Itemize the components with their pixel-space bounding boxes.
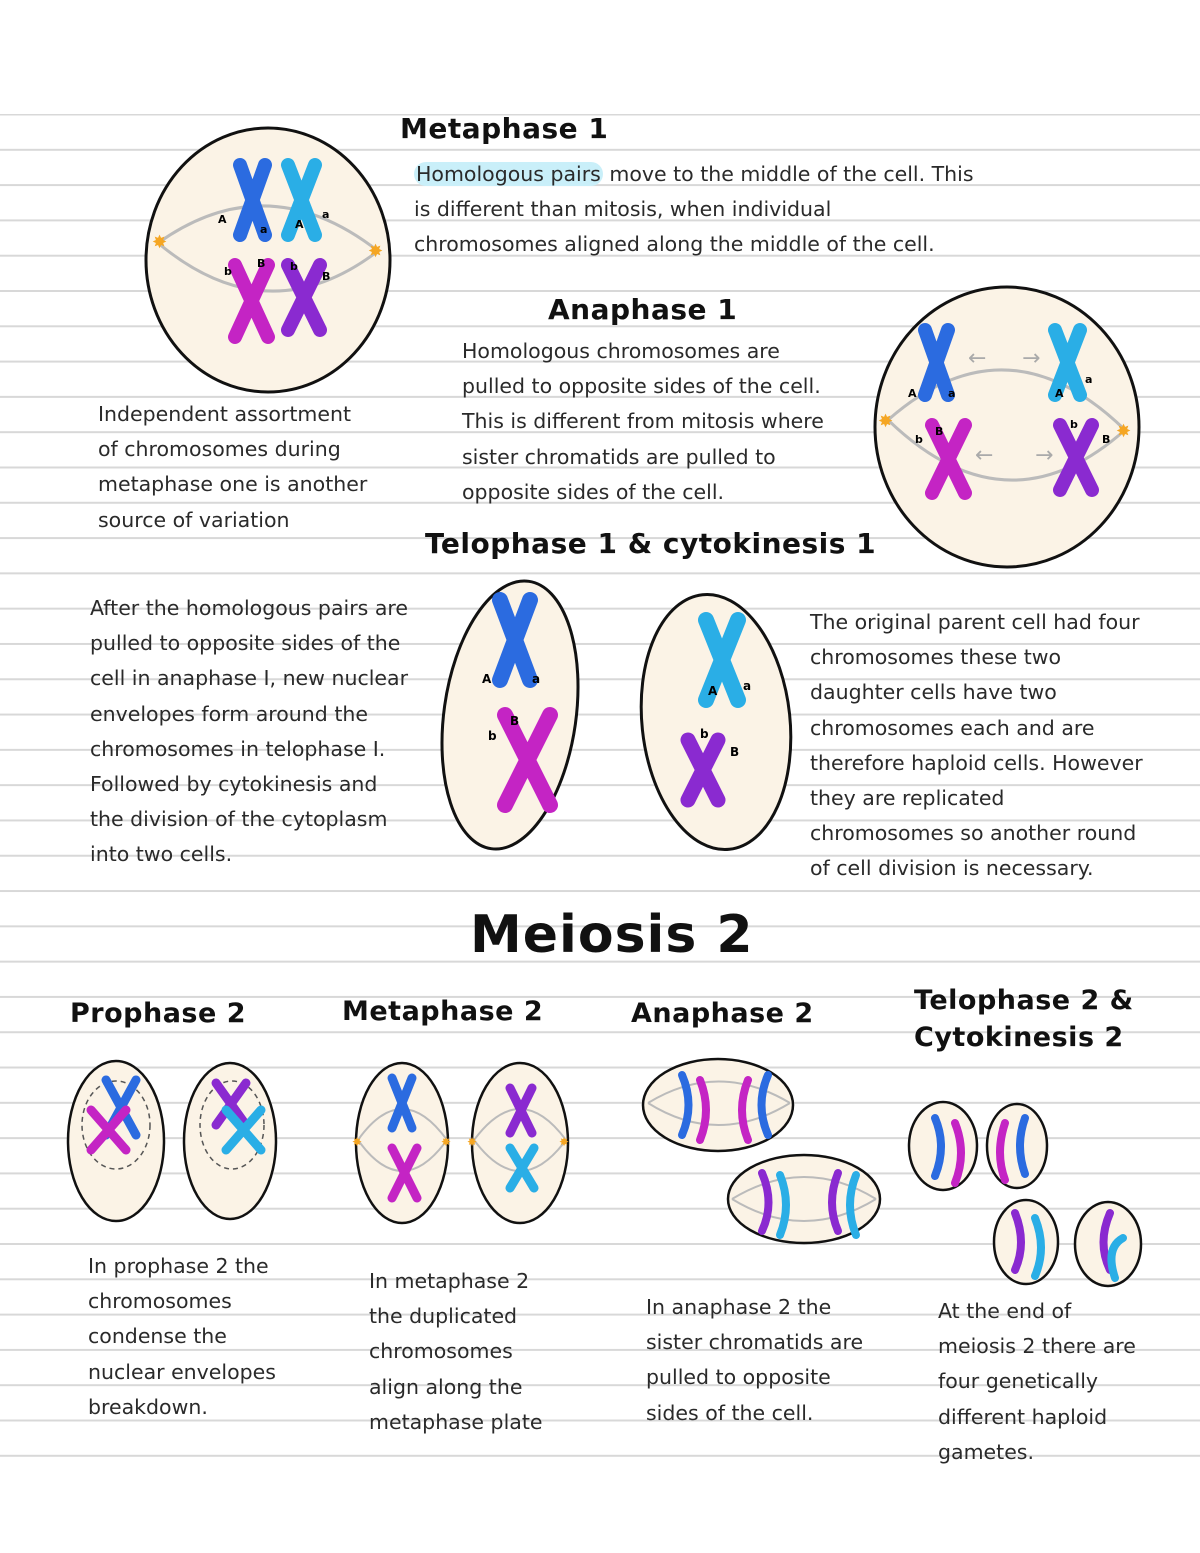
arrow-right-icon: → [1035,443,1054,468]
anaphase2-title: Anaphase 2 [631,998,814,1029]
allele-label-a: a [260,223,268,236]
telophase2-title-line2: Cytokinesis 2 [914,1022,1124,1053]
allele-label-A: A [708,684,718,698]
allele-label-B: B [935,425,944,438]
allele-label-a: a [1085,373,1093,386]
allele-label-B: B [322,270,331,283]
metaphase1-text [414,157,974,263]
allele-label-b: b [488,729,497,743]
telophase1-left-text: After the homologous pairs are pulled to opposite sides of the cell in anaphase I, new nuclear envelopes form around the chromosomes in telophase I. Followed by cytokinesis and the division of the cytoplasm into two cells. [90,596,409,867]
centrosome: ✸ [559,1135,570,1149]
centrosome: ✸ [352,1135,363,1149]
arrow-left-icon: ← [968,346,987,371]
centrosome: ✸ [467,1135,478,1149]
telophase1-daughter-cell-left [440,575,580,855]
prophase2-title: Prophase 2 [70,998,246,1029]
allele-label-A: A [295,218,304,231]
telophase1-daughter-cell-right [638,590,793,855]
allele-label-a: a [743,679,752,693]
metaphase2-text: In metaphase 2 the duplicated chromosomes align along the metaphase plate [369,1269,543,1434]
allele-label-a: a [948,387,956,400]
cell-membrane [875,287,1139,567]
meiosis2-heading: Meiosis 2 [470,905,754,965]
allele-label-a: a [532,672,541,686]
allele-label-A: A [218,213,227,226]
centrosome-right: ✸ [1116,421,1132,442]
independent-assortment-note: Independent assortment of chromosomes during metaphase one is another source of variation [98,402,368,532]
allele-label-A: A [482,672,492,686]
telophase1-right-text: The original parent cell had four chromosomes these two daughter cells have two chromosomes each and are therefore haploid cells. However they are replicated chromosomes so another round of cell division is necessary. [810,610,1143,881]
allele-label-A: A [1055,387,1064,400]
allele-label-b: b [915,433,923,446]
metaphase1-cell-diagram [140,125,400,395]
allele-label-b: b [224,265,232,278]
allele-label-b: b [700,727,709,741]
allele-label-A: A [908,387,917,400]
arrow-left-icon: ← [975,443,994,468]
allele-label-b: b [1070,418,1078,431]
telophase2-text: At the end of meiosis 2 there are four genetically different haploid gametes. [938,1299,1136,1464]
telophase2-title-line1: Telophase 2 & [914,985,1134,1016]
centrosome-left: ✸ [152,232,168,253]
metaphase2-title: Metaphase 2 [342,996,544,1027]
anaphase2-text: In anaphase 2 the sister chromatids are pulled to opposite sides of the cell. [646,1295,864,1425]
allele-label-B: B [730,745,740,759]
allele-label-B: B [510,714,520,728]
telophase2-gametes-diagram [905,1098,1150,1290]
anaphase2-cells-diagram [640,1055,885,1245]
anaphase1-title: Anaphase 1 [548,293,738,326]
anaphase1-cell-diagram [870,285,1145,575]
top-margin [0,0,1200,114]
anaphase1-text: Homologous chromosomes are pulled to opposite sides of the cell. This is different from mitosis where sister chromatids are pulled to opposite sides of the cell. [462,339,824,504]
prophase2-text: In prophase 2 the chromosomes condense the nuclear envelopes breakdown. [88,1254,276,1419]
telophase1-title: Telophase 1 & cytokinesis 1 [425,527,877,560]
cell-membrane [472,1063,568,1223]
metaphase1-title: Metaphase 1 [400,112,609,145]
prophase2-cells-diagram [66,1055,281,1227]
metaphase1-highlight: Homologous pairs [416,162,601,186]
allele-label-a: a [322,208,330,221]
centrosome-right: ✸ [368,241,384,262]
metaphase1-text-rest: move to the middle of the cell. This is different than mitosis, when individual chromosomes aligned along the middle of the cell. [414,162,974,257]
gamete-cell [994,1200,1058,1284]
arrow-right-icon: → [1022,346,1041,371]
allele-label-B: B [1102,433,1111,446]
centrosome-left: ✸ [878,411,894,432]
cell-membrane [356,1063,448,1223]
metaphase2-cells-diagram [352,1058,572,1228]
allele-label-B: B [257,257,266,270]
centrosome: ✸ [441,1135,452,1149]
allele-label-b: b [290,260,298,273]
bottom-margin [0,1478,1200,1553]
